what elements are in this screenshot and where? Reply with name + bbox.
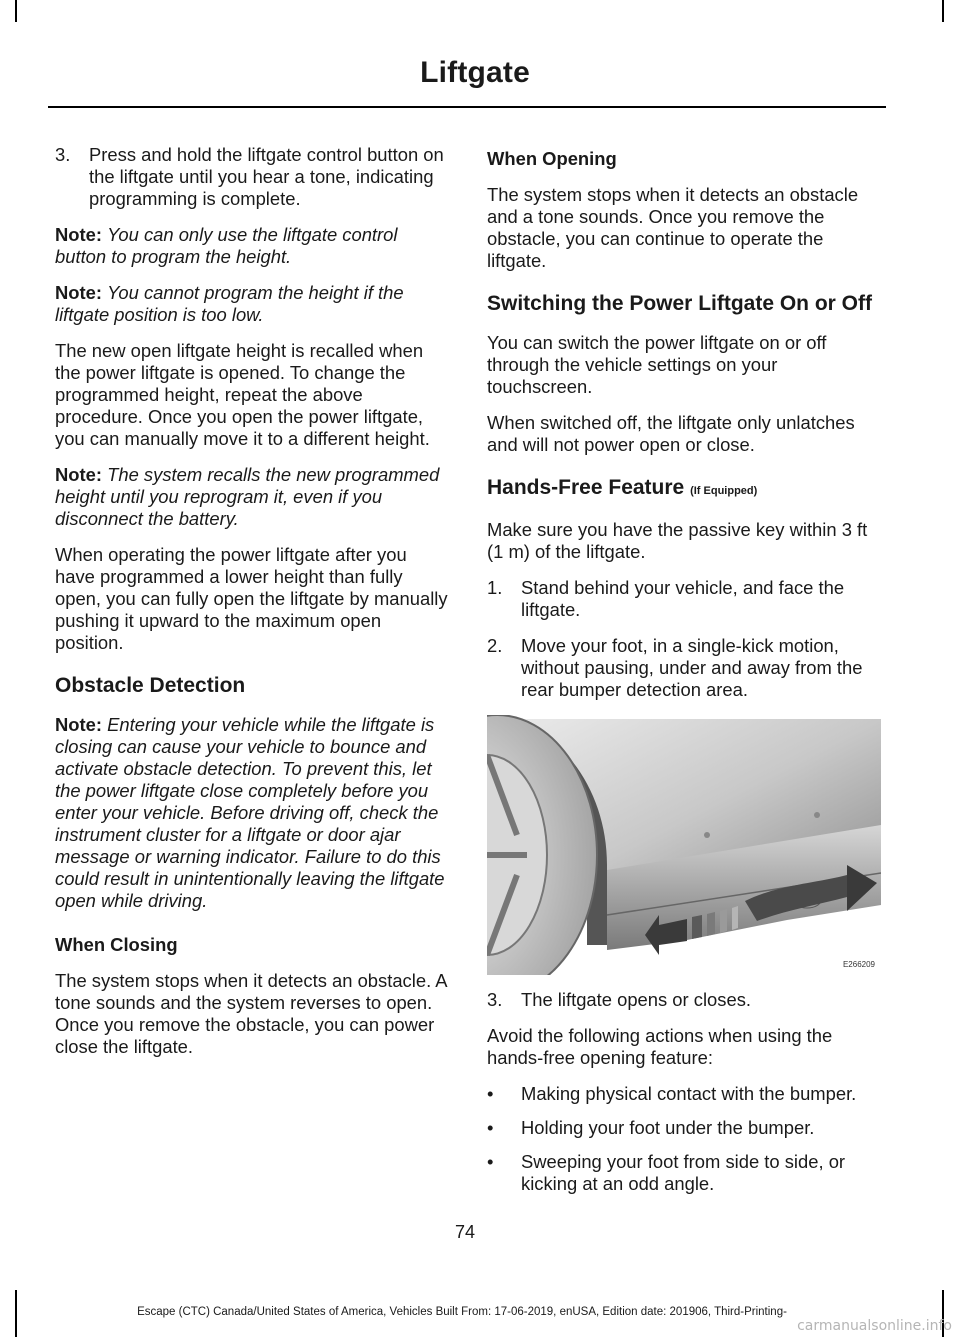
step-number: 2.: [487, 635, 503, 656]
note-label: Note:: [55, 282, 102, 303]
step-text: Stand behind your vehicle, and face the liftgate.: [521, 577, 845, 620]
bullet-text: Sweeping your foot from side to side, or kicking at an odd angle.: [521, 1151, 846, 1194]
paragraph: Make sure you have the passive key within 3 ft (1 m) of the liftgate.: [487, 519, 868, 562]
note-label: Note:: [55, 714, 102, 735]
step-2: [487, 635, 881, 701]
section-heading: [487, 476, 881, 503]
section-heading: Obstacle Detection: [55, 674, 246, 697]
paragraph: The system stops when it detects an obstacle and a tone sounds. Once you remove the obstacle, you can continue to operate the liftgate.: [487, 184, 859, 271]
bullet-marker: •: [487, 1151, 494, 1172]
paragraph: The new open liftgate height is recalled when the power liftgate is opened. To change the programmed height, repeat the above procedure. Once you open the power liftgate, you can manually move it to a different height.: [55, 340, 430, 449]
illustration-code: E266209: [842, 960, 875, 969]
note: [55, 224, 448, 268]
crop-mark: [15, 1290, 17, 1337]
paragraph: Avoid the following actions when using the hands-free opening feature:: [487, 1025, 833, 1068]
step-text: Press and hold the liftgate control button on the liftgate until you hear a tone, indicating programming is complete.: [89, 144, 444, 209]
header-rule: [48, 106, 886, 108]
watermark: carmanualsonline.info: [797, 1318, 952, 1334]
crop-mark: [15, 0, 17, 22]
step-number: 1.: [487, 577, 503, 598]
subsection-heading: When Opening: [487, 148, 617, 169]
note-text: Entering your vehicle while the liftgate is closing can cause your vehicle to bounce and activate obstacle detection. To prevent this, let the power liftgate close completely before you enter your vehicle. Before driving off, check the instrument cluster for a liftgate or door ajar message or warning indicator. Failure to do this could result in unintentionally leaving the liftgate open while driving.: [55, 714, 445, 911]
equipped-tag: (If Equipped): [690, 485, 758, 497]
step-number: 3.: [55, 144, 71, 165]
step-3-programming: [55, 144, 448, 210]
page-number: 74: [454, 1222, 476, 1242]
bullet-text: Making physical contact with the bumper.: [521, 1083, 857, 1104]
note-text: The system recalls the new programmed height until you reprogram it, even if you disconnect the battery.: [55, 464, 440, 529]
kick-sensor-illustration: [487, 715, 881, 975]
paragraph: You can switch the power liftgate on or off through the vehicle settings on your touchscreen.: [487, 332, 827, 397]
crop-mark: [942, 0, 944, 22]
right-column: [487, 144, 881, 1207]
subsection-heading: When Closing: [55, 934, 178, 955]
bullet-marker: •: [487, 1117, 494, 1138]
bullet-item: [487, 1117, 881, 1139]
note-label: Note:: [55, 464, 102, 485]
section-heading: Switching the Power Liftgate On or Off: [487, 292, 873, 315]
bumper-kick-image: [487, 715, 881, 975]
paragraph: When operating the power liftgate after you have programmed a lower height than fully open, you can fully open the liftgate by manually pushing it upward to the maximum open position.: [55, 544, 448, 653]
heading-text: Hands-Free Feature: [487, 476, 685, 499]
note: [55, 282, 448, 326]
step-text: Move your foot, in a single-kick motion, without pausing, under and away from the rear bumper detection area.: [521, 635, 863, 700]
step-3-opens: [487, 989, 881, 1011]
bullet-text: Holding your foot under the bumper.: [521, 1117, 815, 1138]
page-title: Liftgate: [420, 56, 530, 89]
step-number: 3.: [487, 989, 503, 1010]
note-text: You cannot program the height if the liftgate position is too low.: [55, 282, 404, 325]
note: [55, 464, 448, 530]
paragraph: When switched off, the liftgate only unlatches and will not power open or close.: [487, 412, 855, 455]
paragraph: The system stops when it detects an obstacle. A tone sounds and the system reverses to open. Once you remove the obstacle, you can power close the liftgate.: [55, 970, 447, 1057]
note-text: You can only use the liftgate control button to program the height.: [55, 224, 398, 267]
step-text: The liftgate opens or closes.: [521, 989, 752, 1010]
note: [55, 714, 448, 912]
footer-edition-text: Escape (CTC) Canada/United States of America, Vehicles Built From: 17-06-2019, enUSA, Edition date: 201906, Third-Printing-: [137, 1306, 787, 1318]
bullet-item: [487, 1083, 881, 1105]
left-column: [55, 144, 448, 1072]
bullet-marker: •: [487, 1083, 494, 1104]
bullet-item: [487, 1151, 881, 1195]
step-1: [487, 577, 881, 621]
note-label: Note:: [55, 224, 102, 245]
